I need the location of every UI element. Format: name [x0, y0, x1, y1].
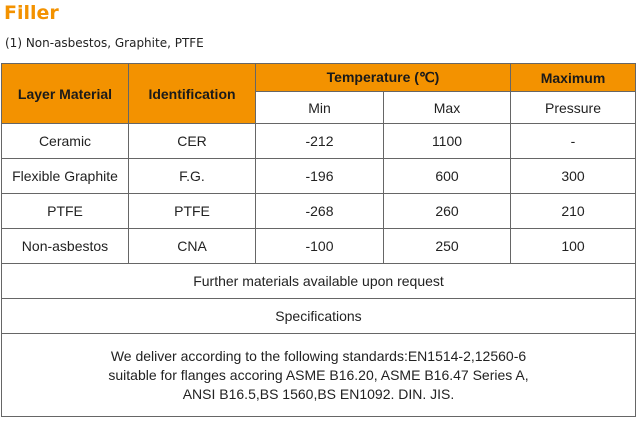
cell-identification: CNA	[129, 229, 256, 264]
header-pressure: Pressure	[511, 92, 636, 124]
cell-layer-material: Non-asbestos	[2, 229, 129, 264]
cell-temp-max: 1100	[384, 124, 511, 159]
section-subtitle: (1) Non-asbestos, Graphite, PTFE	[5, 36, 204, 50]
cell-identification: CER	[129, 124, 256, 159]
cell-temp-min: -268	[256, 194, 384, 229]
section-title: Filler	[4, 2, 59, 24]
cell-temp-min: -196	[256, 159, 384, 194]
cell-max-pressure: 210	[511, 194, 636, 229]
standards-line: suitable for flanges accoring ASME B16.20, ASME B16.47 Series A,	[108, 366, 529, 383]
cell-temp-max: 260	[384, 194, 511, 229]
cell-max-pressure: 300	[511, 159, 636, 194]
standards-line: ANSI B16.5,BS 1560,BS EN1092. DIN. JIS.	[182, 385, 455, 402]
further-materials-note: Further materials available upon request	[2, 264, 636, 299]
header-identification: Identification	[129, 64, 256, 124]
cell-max-pressure: 100	[511, 229, 636, 264]
cell-layer-material: Flexible Graphite	[2, 159, 129, 194]
cell-temp-max: 600	[384, 159, 511, 194]
header-min: Min	[256, 92, 384, 124]
cell-layer-material: Ceramic	[2, 124, 129, 159]
specifications-label: Specifications	[2, 299, 636, 334]
cell-layer-material: PTFE	[2, 194, 129, 229]
filler-spec-table	[1, 63, 636, 417]
cell-temp-max: 250	[384, 229, 511, 264]
standards-line: We deliver according to the following standards:EN1514-2,12560-6	[110, 347, 527, 364]
header-temperature: Temperature (℃)	[256, 64, 511, 92]
table-row	[2, 229, 636, 264]
standards-text	[2, 334, 636, 417]
cell-temp-min: -212	[256, 124, 384, 159]
cell-max-pressure: -	[511, 124, 636, 159]
header-layer-material: Layer Material	[2, 64, 129, 124]
cell-identification: F.G.	[129, 159, 256, 194]
cell-identification: PTFE	[129, 194, 256, 229]
table-row	[2, 194, 636, 229]
cell-temp-min: -100	[256, 229, 384, 264]
table-row	[2, 159, 636, 194]
table-row	[2, 124, 636, 159]
header-max: Max	[384, 92, 511, 124]
header-maximum: Maximum	[511, 64, 636, 92]
